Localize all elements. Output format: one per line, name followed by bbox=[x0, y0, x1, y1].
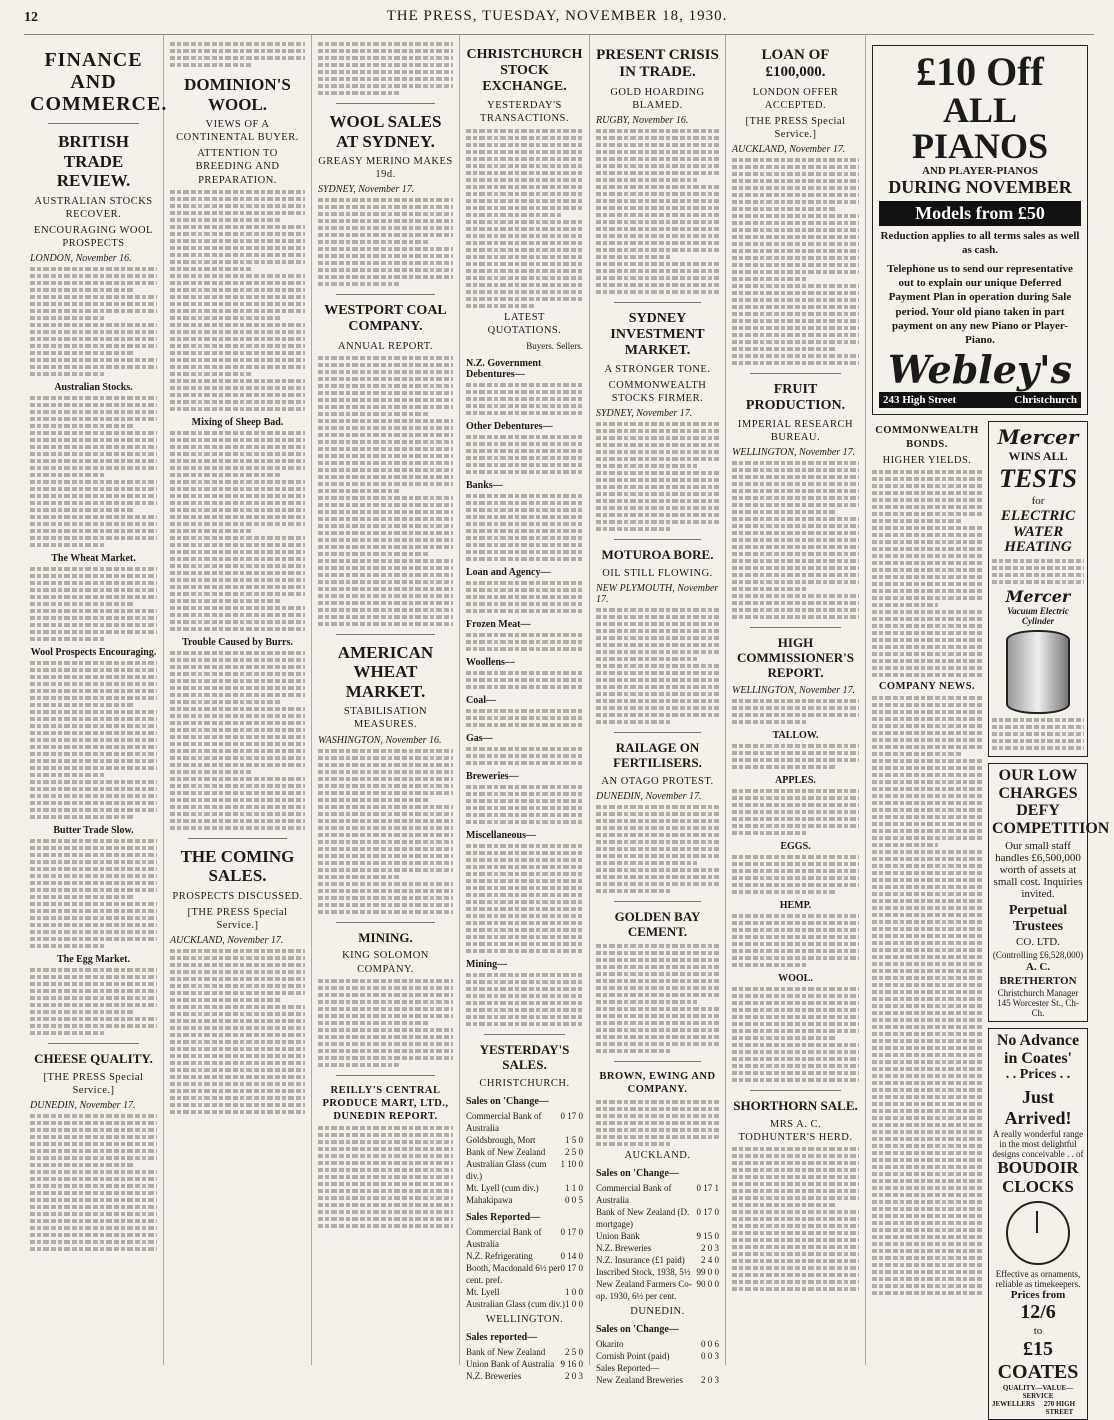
article-headline: HIGH COMMISSIONER'S REPORT. bbox=[736, 635, 855, 681]
ad-headline: Just Arrived! bbox=[1004, 1087, 1072, 1129]
sales-row: Union Bank 9 15 0 bbox=[596, 1230, 719, 1241]
ad-body bbox=[992, 559, 1084, 584]
ad-body: Our small staff handles £6,500,000 worth of assets at small cost. Inquiries invited. bbox=[993, 840, 1083, 901]
coates-logo: COATES bbox=[997, 1361, 1079, 1384]
ad-banner: Models from £50 bbox=[879, 201, 1081, 226]
sales-label: Sales on 'Change— bbox=[466, 1095, 549, 1107]
ad-city: Christchurch bbox=[1014, 394, 1077, 407]
sales-row: Commercial Bank of Australia 0 17 0 bbox=[466, 1226, 583, 1249]
ad-subline: . . Prices . . bbox=[1005, 1067, 1071, 1083]
article-headline: MOTUROA BORE. bbox=[601, 547, 714, 563]
quotation-group: Coal— bbox=[466, 695, 583, 727]
special-service: [THE PRESS Special Service.] bbox=[187, 906, 288, 932]
ad-headline: £10 Off bbox=[916, 49, 1044, 94]
column-7 bbox=[866, 35, 1110, 1417]
article-subheadline: HIGHER YIELDS. bbox=[882, 454, 972, 466]
dateline: NEW PLYMOUTH, November 17. bbox=[596, 583, 719, 606]
sales-row: New Zealand Farmers Co-op. 1930, 6½ per cent. 90 0 0 bbox=[596, 1278, 719, 1301]
quotation-group: Loan and Agency— bbox=[466, 567, 583, 613]
article-body bbox=[30, 1114, 157, 1251]
article-subheadline: AUSTRALIAN STOCKS RECOVER. bbox=[34, 195, 153, 220]
article-headline: DOMINION'S WOOL. bbox=[184, 75, 291, 114]
column-3 bbox=[312, 35, 460, 1365]
article-body bbox=[732, 158, 859, 365]
article-headline: THE COMING SALES. bbox=[180, 846, 295, 886]
subhead: Butter Trade Slow. bbox=[53, 825, 134, 837]
article-headline: COMPANY NEWS. bbox=[878, 680, 976, 692]
dateline: WASHINGTON, November 16. bbox=[318, 734, 442, 746]
dateline: WELLINGTON, November 17. bbox=[732, 685, 856, 697]
sales-row: Australian Glass (cum div.) 1 0 0 bbox=[466, 1298, 583, 1309]
article-headline: MINING. bbox=[358, 929, 413, 945]
article-subheadline: MRS A. C. TODHUNTER'S HERD. bbox=[738, 1119, 853, 1144]
ad-capital: (Controlling £6,528,000) bbox=[992, 949, 1084, 960]
mercer-advertisement bbox=[988, 421, 1088, 757]
article-body bbox=[318, 198, 453, 286]
article-body bbox=[872, 696, 982, 1295]
sales-label: Sales Reported— bbox=[466, 1211, 541, 1223]
article-subheadline: STABILISATION MEASURES. bbox=[343, 706, 428, 731]
sales-row: N.Z. Breweries 2 0 3 bbox=[466, 1370, 583, 1381]
city-heading: WELLINGTON. bbox=[485, 1313, 564, 1325]
ad-tagline: QUALITY—VALUE—SERVICE bbox=[1002, 1384, 1074, 1401]
article-headline: SYDNEY INVESTMENT MARKET. bbox=[610, 310, 705, 358]
dateline: SYDNEY, November 17. bbox=[596, 408, 693, 420]
sales-row: Australian Glass (cum div.) 1 10 0 bbox=[466, 1158, 583, 1181]
article-body bbox=[732, 855, 859, 894]
article-subheadline: COMMONWEALTH STOCKS FIRMER. bbox=[608, 380, 707, 405]
ad-body: Reduction applies to all terms sales as well as cash. bbox=[880, 230, 1080, 257]
quotation-group: Mining— bbox=[466, 959, 583, 1026]
ad-address: 145 Worcester St., Ch-Ch. bbox=[997, 998, 1079, 1019]
section-title: FINANCE AND COMMERCE. bbox=[30, 49, 168, 115]
sales-row: Goldsbrough, Mort 1 5 0 bbox=[466, 1134, 583, 1145]
quotation-group: Other Debentures— bbox=[466, 421, 583, 474]
dateline: DUNEDIN, November 17. bbox=[596, 791, 702, 803]
quotation-group: Banks— bbox=[466, 480, 583, 561]
quotation-group: Gas— bbox=[466, 733, 583, 765]
ad-price-sep: to bbox=[1033, 1324, 1043, 1337]
ad-body: A really wonderful range in the most delightful designs conceivable . . of bbox=[992, 1129, 1084, 1160]
subhead: APPLES. bbox=[775, 775, 816, 787]
sales-label: Sales reported— bbox=[466, 1331, 538, 1343]
page-number: 12 bbox=[24, 10, 38, 25]
sales-row: Sales Reported— bbox=[596, 1362, 660, 1373]
column-6 bbox=[726, 35, 866, 1365]
masthead bbox=[0, 0, 1114, 30]
article-subheadline: LONDON OFFER ACCEPTED. bbox=[752, 86, 839, 111]
ad-headline: WINS ALL bbox=[1008, 449, 1068, 464]
coates-advertisement bbox=[988, 1028, 1088, 1420]
article-headline: CHEESE QUALITY. bbox=[34, 1051, 153, 1067]
article-headline: PRESENT CRISIS IN TRADE. bbox=[596, 47, 719, 81]
dateline: AUCKLAND, November 17. bbox=[170, 935, 284, 947]
subhead: Trouble Caused by Burrs. bbox=[182, 636, 293, 648]
ad-headline: TESTS bbox=[998, 464, 1078, 494]
article-subheadline: ENCOURAGING WOOL PROSPECTS bbox=[34, 224, 153, 250]
ad-headline: No Advance in Coates' bbox=[996, 1032, 1080, 1067]
article-subheadline: AN OTAGO PROTEST. bbox=[601, 776, 714, 788]
article-body bbox=[170, 190, 305, 411]
ad-body bbox=[992, 718, 1084, 750]
article-headline: REILLY'S CENTRAL PRODUCE MART, LTD., DUNEDIN REPORT. bbox=[322, 1084, 449, 1122]
article-body bbox=[872, 470, 982, 677]
article-body bbox=[732, 914, 859, 967]
dateline: AUCKLAND, November 17. bbox=[732, 144, 846, 155]
page-columns bbox=[24, 34, 1110, 1417]
article-body bbox=[170, 42, 305, 67]
quotation-group: Miscellaneous— bbox=[466, 830, 583, 953]
article-body bbox=[732, 789, 859, 835]
perpetual-trustees-advertisement bbox=[988, 763, 1110, 1022]
ad-trade: JEWELLERS bbox=[992, 1400, 1035, 1409]
ad-body: Effective as ornaments, reliable as timekeepers. bbox=[995, 1268, 1081, 1289]
sales-label: Sales on 'Change— bbox=[596, 1323, 679, 1335]
subhead: TALLOW. bbox=[772, 730, 819, 742]
quotations-title: LATEST QUOTATIONS. bbox=[487, 311, 562, 336]
special-service: [THE PRESS Special Service.] bbox=[43, 1072, 144, 1097]
article-headline: CHRISTCHURCH STOCK EXCHANGE. bbox=[466, 47, 583, 95]
sales-row: Cornish Point (paid) 0 0 3 bbox=[596, 1350, 719, 1361]
article-body bbox=[732, 699, 859, 724]
article-body bbox=[596, 944, 719, 1053]
article-body bbox=[30, 267, 157, 376]
dateline: SYDNEY, November 17. bbox=[318, 184, 415, 196]
article-body bbox=[732, 461, 859, 619]
newspaper-title: THE PRESS, TUESDAY, NOVEMBER 18, 1930. bbox=[386, 8, 728, 24]
article-body bbox=[170, 431, 305, 631]
dateline: RUGBY, November 16. bbox=[596, 114, 689, 126]
ad-manager: A. C. BRETHERTON bbox=[999, 960, 1077, 987]
ad-subline: DURING NOVEMBER bbox=[888, 177, 1072, 198]
ad-headline: ALL PIANOS bbox=[911, 90, 1049, 166]
article-subheadline: YESTERDAY'S TRANSACTIONS. bbox=[479, 100, 570, 125]
article-body bbox=[30, 968, 157, 1035]
city-heading: CHRISTCHURCH. bbox=[479, 1077, 570, 1089]
article-body bbox=[466, 129, 583, 308]
article-subheadline: ANNUAL REPORT. bbox=[337, 340, 434, 352]
quotations-header: Buyers. Sellers. bbox=[526, 340, 583, 351]
subhead: Australian Stocks. bbox=[54, 382, 133, 394]
dateline: DUNEDIN, November 17. bbox=[30, 1100, 136, 1112]
quotation-group: Woollens— bbox=[466, 657, 583, 689]
webleys-logo: Webley's bbox=[887, 347, 1073, 393]
column-2 bbox=[164, 35, 312, 1365]
article-headline: GOLDEN BAY CEMENT. bbox=[614, 909, 701, 940]
article-body bbox=[30, 839, 157, 948]
article-subheadline: PROSPECTS DISCUSSED. bbox=[172, 890, 303, 902]
sales-row: Booth, Macdonald 6½ per cent. pref. 0 17 0 bbox=[466, 1262, 583, 1285]
subhead: The Egg Market. bbox=[56, 954, 131, 966]
article-body bbox=[596, 422, 719, 531]
sales-row: Bank of New Zealand (D. mortgage) 0 17 0 bbox=[596, 1206, 719, 1229]
sales-row: N.Z. Refrigerating 0 14 0 bbox=[466, 1250, 583, 1261]
article-body bbox=[732, 744, 859, 769]
quotation-group: N.Z. Government Debentures— bbox=[466, 358, 583, 415]
article-headline: WESTPORT COAL COMPANY. bbox=[324, 303, 447, 335]
article-body bbox=[30, 567, 157, 641]
clock-icon bbox=[1006, 1201, 1070, 1265]
ad-company-suffix: CO. LTD. bbox=[1016, 936, 1060, 949]
mercer-logo: Mercer bbox=[1005, 587, 1071, 607]
ad-subline: for bbox=[1031, 495, 1045, 508]
article-subheadline: A STRONGER TONE. bbox=[604, 364, 711, 376]
piano-advertisement bbox=[872, 45, 1088, 415]
quotation-group: Frozen Meat— bbox=[466, 619, 583, 651]
sales-row: Mt. Lyell 1 0 0 bbox=[466, 1286, 583, 1297]
subhead: Mixing of Sheep Bad. bbox=[191, 416, 284, 428]
city-heading: AUCKLAND. bbox=[624, 1149, 691, 1161]
subhead: HEMP. bbox=[779, 900, 812, 912]
article-body bbox=[170, 949, 305, 1114]
article-subheadline: OIL STILL FLOWING. bbox=[602, 568, 713, 580]
article-body bbox=[596, 608, 719, 724]
article-body bbox=[318, 979, 453, 1067]
sales-row: Union Bank of Australia 9 16 0 bbox=[466, 1358, 583, 1369]
article-headline: LOAN OF £100,000. bbox=[761, 47, 830, 81]
ad-subline: Vacuum Electric Cylinder bbox=[1007, 606, 1069, 627]
article-headline: COMMONWEALTH BONDS. bbox=[875, 425, 979, 450]
article-subheadline: IMPERIAL RESEARCH BUREAU. bbox=[737, 419, 854, 444]
ad-price: £15 bbox=[1023, 1338, 1053, 1361]
article-body bbox=[30, 661, 157, 819]
sales-row: New Zealand Breweries 2 0 3 bbox=[596, 1374, 719, 1385]
article-headline: BRITISH TRADE REVIEW. bbox=[56, 132, 131, 191]
sales-row: Commercial Bank of Australia 0 17 0 bbox=[466, 1110, 583, 1133]
ad-address: 270 HIGH STREET bbox=[1043, 1400, 1076, 1417]
article-body bbox=[318, 749, 453, 914]
subhead: WOOL. bbox=[778, 973, 813, 985]
article-headline: YESTERDAY'S SALES. bbox=[479, 1041, 570, 1072]
mercer-logo: Mercer bbox=[997, 425, 1079, 450]
ad-company: Perpetual Trustees bbox=[1008, 903, 1068, 935]
sales-row: N.Z. Insurance (£1 paid) 2 4 0 bbox=[596, 1254, 719, 1265]
sales-row: N.Z. Breweries 2 0 3 bbox=[596, 1242, 719, 1253]
column-1 bbox=[24, 35, 168, 1365]
article-subheadline: VIEWS OF A CONTINENTAL BUYER. bbox=[176, 119, 299, 144]
sales-row: Mahakipawa 0 0 5 bbox=[466, 1194, 583, 1205]
ad-headline: OUR LOW CHARGES DEFY COMPETITION bbox=[992, 767, 1110, 837]
sales-row: Okarito 0 0 6 bbox=[596, 1338, 719, 1349]
ad-headline: ELECTRIC WATER HEATING bbox=[1000, 507, 1076, 556]
article-body bbox=[170, 651, 305, 830]
ad-subline: AND PLAYER-PIANOS bbox=[921, 165, 1039, 177]
article-headline: WOOL SALES AT SYDNEY. bbox=[329, 112, 442, 151]
dateline: LONDON, November 16. bbox=[30, 253, 132, 265]
special-service: [THE PRESS Special Service.] bbox=[745, 115, 846, 140]
article-body bbox=[596, 129, 719, 294]
article-body bbox=[318, 1126, 453, 1228]
ad-address: 243 High Street bbox=[883, 394, 957, 407]
sales-row: Bank of New Zealand 2 5 0 bbox=[466, 1146, 583, 1157]
ad-body: Telephone us to send our representative out to explain our unique Deferred Payment Plan in operation during Sale period. Your old piano taken in part payment on any new Piano or Player-Piano. bbox=[887, 262, 1073, 347]
article-body bbox=[318, 356, 453, 626]
dateline: WELLINGTON, November 17. bbox=[732, 447, 856, 459]
sales-row: Mt. Lyell (cum div.) 1 1 0 bbox=[466, 1182, 583, 1193]
article-body bbox=[596, 1100, 719, 1146]
quotation-group: Breweries— bbox=[466, 771, 583, 824]
sales-row: Bank of New Zealand 2 5 0 bbox=[466, 1346, 583, 1357]
sales-row: Commercial Bank of Australia 0 17 1 bbox=[596, 1182, 719, 1205]
sales-row: Inscribed Stock, 1938, 5½ 99 0 0 bbox=[596, 1266, 719, 1277]
article-body bbox=[732, 1147, 859, 1291]
article-headline: AMERICAN WHEAT MARKET. bbox=[337, 642, 434, 701]
article-headline: RAILAGE ON FERTILISERS. bbox=[613, 740, 702, 771]
article-body bbox=[318, 42, 453, 95]
article-subheadline: ATTENTION TO BREEDING AND PREPARATION. bbox=[195, 148, 280, 186]
article-body bbox=[30, 396, 157, 547]
article-body bbox=[596, 805, 719, 893]
article-body bbox=[732, 987, 859, 1082]
article-subheadline: KING SOLOMON COMPANY. bbox=[342, 950, 429, 975]
ad-manager-title: Christchurch Manager bbox=[997, 988, 1079, 999]
article-headline: FRUIT PRODUCTION. bbox=[745, 382, 846, 414]
sales-label: Sales on 'Change— bbox=[596, 1167, 679, 1179]
subhead: Wool Prospects Encouraging. bbox=[30, 647, 157, 659]
article-headline: SHORTHORN SALE. bbox=[733, 1098, 858, 1114]
subhead: The Wheat Market. bbox=[51, 553, 136, 565]
ad-price: 12/6 bbox=[1020, 1300, 1056, 1323]
city-heading: DUNEDIN. bbox=[630, 1305, 685, 1317]
cylinder-icon bbox=[1006, 630, 1070, 714]
ad-headline: BOUDOIR CLOCKS bbox=[997, 1158, 1079, 1197]
column-4 bbox=[460, 35, 590, 1381]
column-5 bbox=[590, 35, 726, 1385]
subhead: EGGS. bbox=[780, 841, 811, 853]
article-subheadline: GOLD HOARDING BLAMED. bbox=[610, 86, 705, 111]
ad-prices-label: Prices from bbox=[1010, 1288, 1066, 1301]
article-headline: BROWN, EWING AND COMPANY. bbox=[599, 1071, 716, 1096]
article-subheadline: GREASY MERINO MAKES 19d. bbox=[318, 156, 453, 181]
